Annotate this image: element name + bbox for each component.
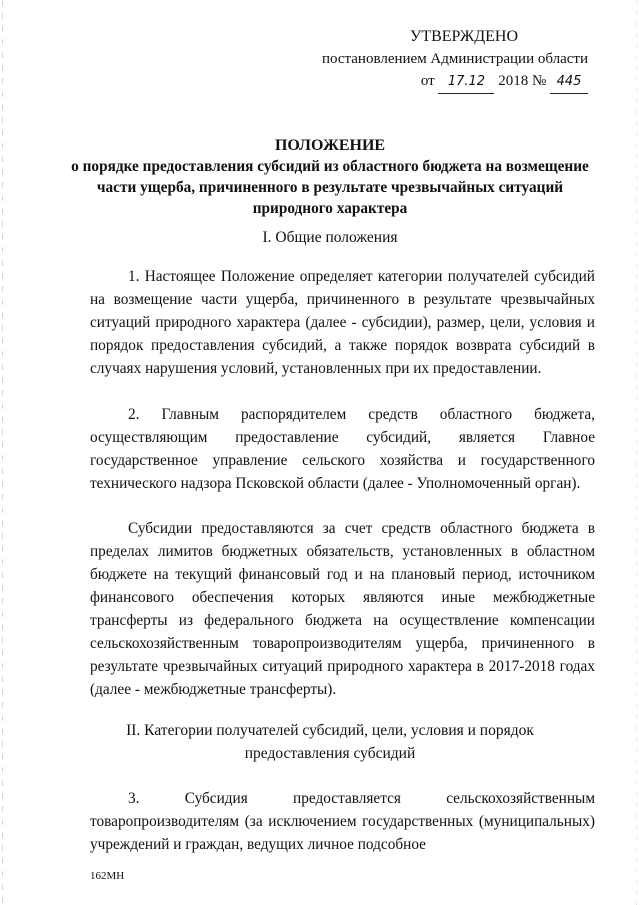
paragraph-1: 1. Настоящее Положение определяет категории получателей субсидий на возмещение части ущерба, причиненного в результате чрезвычайных ситуаций природного характера (далее - субсидии), размер, цели, условия и порядок предоставления субсидий, а также порядок возврата субсидий в случаях нарушения условий, установленных при их предоставлении. — [90, 268, 595, 377]
date-line — [322, 70, 588, 94]
section-1-heading: I. Общие положения — [262, 229, 398, 246]
section-2-heading-line2: предоставления субсидий — [244, 745, 416, 762]
paragraph-4: 3. Субсидия предоставляется сельскохозяйственным товаропроизводителям (за исключением государственных (муниципальных) учреждений и граждан, ведущих личное подсобное — [90, 790, 595, 853]
from-label: от — [420, 73, 435, 89]
document-title — [70, 135, 590, 219]
handwritten-number: 445 — [550, 71, 588, 94]
approval-block — [322, 26, 588, 94]
scan-edge-right — [636, 0, 637, 905]
year-label: 2018 № — [498, 73, 547, 89]
decree-line: постановлением Администрации области — [321, 51, 588, 67]
title-main: ПОЛОЖЕНИЕ — [274, 137, 386, 154]
approved-label: УТВЕРЖДЕНО — [409, 28, 518, 45]
scan-edge-left — [2, 0, 3, 905]
title-subtitle: о порядке предоставления субсидий из областного бюджета на возмещение части ущерба, причиненного в результате чрезвычайных ситуаций природного характера — [71, 158, 589, 217]
paragraph-3: Субсидии предоставляются за счет средств областного бюджета в пределах лимитов бюджетных обязательств, установленных в областном бюджете на текущий финансовый год и на плановый период, источником финансового обеспечения которых являются иные межбюджетные трансферты из федерального бюджета на осуществление компенсации сельскохозяйственным товаропроизводителям ущерба, причиненного в результате чрезвычайных ситуаций природного характера в 2017-2018 годах (далее - межбюджетные трансферты). — [90, 520, 595, 698]
handwritten-date: 17.12 — [438, 71, 494, 94]
paragraph-2: 2. Главным распорядителем средств областного бюджета, осуществляющим предоставление субсидий, является Главное государственное управление сельского хозяйства и государственного технического надзора Псковской области (далее - Уполномоченный орган). — [90, 406, 595, 492]
section-2-heading-line1: II. Категории получателей субсидий, цели, условия и порядок — [126, 722, 534, 739]
section-2-heading — [70, 719, 590, 765]
footer-code: 162МН — [90, 870, 125, 882]
